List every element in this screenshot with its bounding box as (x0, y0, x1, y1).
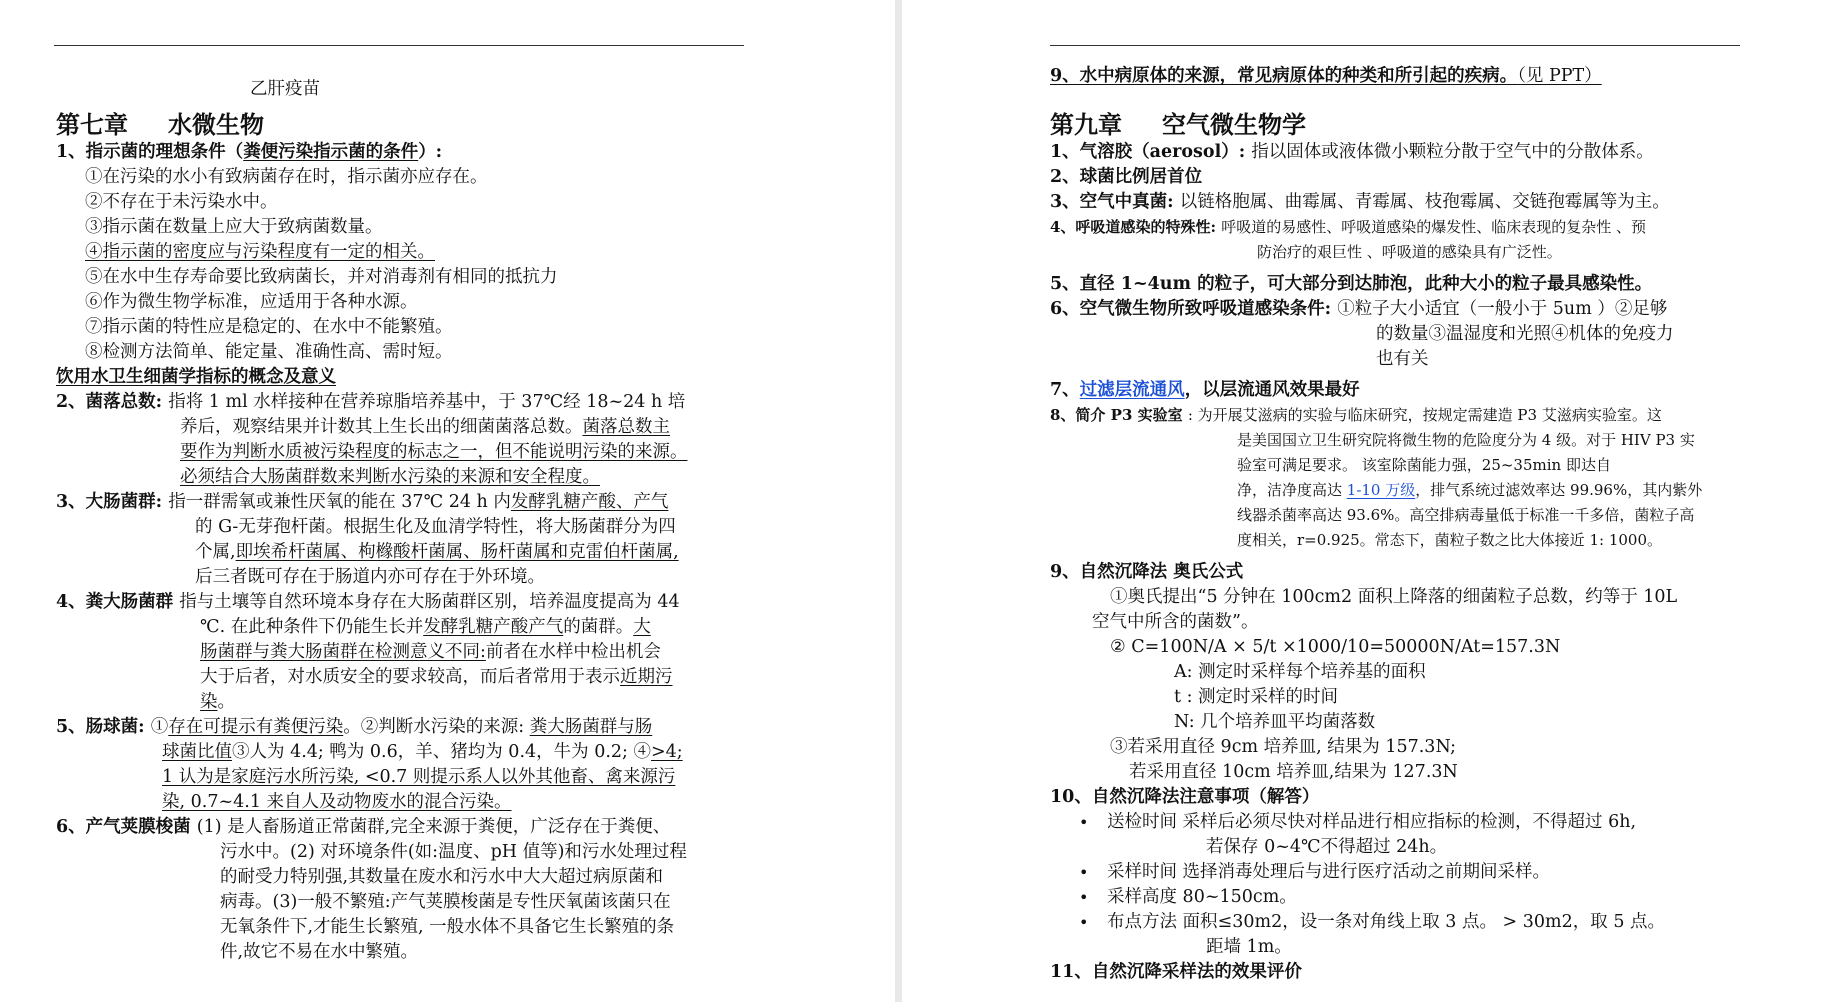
text-segment: 判断水质被污染程度的标志之一，但不能说明污染的来源。 (232, 442, 688, 462)
text-segment: 若保存 0~4℃不得超过 24h。 (1206, 837, 1448, 857)
text-line (56, 715, 652, 740)
text-line (1237, 503, 1694, 528)
text-line (1079, 910, 1666, 935)
text-segment: 6、产气荚膜梭菌 (56, 817, 197, 837)
text-line (56, 490, 668, 515)
header-rule (54, 45, 744, 46)
text-line (1050, 785, 1319, 810)
text-segment: 即埃希杆菌属、枸橼酸杆菌属、肠杆菌属和克雷伯杆菌属, (235, 542, 679, 562)
text-line (180, 465, 600, 490)
text-segment: 送检时间 采样后必须尽快对样品进行相应指标的检测，不得超过 6h, (1107, 812, 1637, 832)
text-segment: 球菌比值 (162, 742, 232, 762)
text-line (56, 365, 336, 390)
text-line (56, 140, 442, 165)
text-segment: 以链格胞属、曲霉属、青霉属、枝孢霉属、交链孢霉属等为主。 (1179, 192, 1670, 212)
text-segment: 大于后者，对水质安全的要求较高，而后者常用于表示 (200, 667, 620, 687)
bullet-icon: • (1079, 863, 1089, 882)
text-line (180, 415, 670, 440)
text-line (1110, 585, 1677, 610)
text-line (1050, 190, 1670, 215)
text-line (220, 915, 674, 940)
text-line (1050, 215, 1646, 240)
top-note: 乙肝疫苗 (250, 79, 320, 99)
text-line (85, 340, 453, 365)
text-segment: 无氧条件下,才能生长繁殖, 一般水体不具备它生长繁殖的条 (220, 917, 675, 937)
text-segment: 是美国国立卫生研究院将微生物的危险度分为 4 级。对于 HIV P3 实 (1237, 431, 1695, 449)
chapter-heading (1050, 108, 1306, 142)
text-line (1079, 810, 1637, 835)
text-segment: ②不存在于未污染水中。 (85, 192, 278, 212)
text-segment: 的 G-无芽孢杆菌。根据生化及血清学特性，将大肠菌群分为四 (195, 517, 676, 537)
bullet-icon: • (1079, 813, 1089, 832)
text-line (1237, 528, 1662, 553)
text-segment: 发酵乳糖产酸产气 (423, 617, 564, 637)
text-segment: 11、自然沉降采样法的效果评价 (1050, 962, 1302, 982)
text-line (1237, 428, 1695, 453)
text-segment: 采样时间 选择消毒处理后与进行医疗活动之前期间采样。 (1107, 862, 1551, 882)
text-segment: ⑤在水中生存寿命要比致病菌长，并对消毒剂有相同的抵抗力 (85, 267, 558, 287)
text-line (85, 315, 453, 340)
text-segment: 3、大肠菌群: (56, 492, 169, 512)
text-segment: 呼吸道的易感性、呼吸道感染的爆发性、临床表现的复杂性 、预 (1221, 218, 1646, 236)
text-segment: ℃. 在此种条件下仍能生长并 (200, 617, 424, 637)
text-segment: ⑥作为微生物学标准，应适用于各种水源。 (85, 292, 418, 312)
text-segment: 染 (200, 692, 218, 712)
text-line (162, 740, 683, 765)
text-line (85, 265, 558, 290)
text-line (1237, 453, 1611, 478)
text-line (1237, 478, 1702, 503)
text-line (220, 940, 418, 965)
text-segment: A: 测定时采样每个培养基的面积 (1174, 662, 1426, 682)
text-segment: 指将 1 ml 水样接种在营养琼脂培养基中，于 37℃经 18~24 h 培 (168, 392, 686, 412)
text-line (1050, 960, 1302, 985)
text-segment: 必须结合大肠菌群数来判断水污染的来源和安全程度。 (180, 467, 600, 487)
text-line (85, 290, 418, 315)
text-segment: 9、自然沉降法 奥氏公式 (1050, 562, 1244, 582)
text-line (1050, 64, 1602, 89)
text-segment: 肠菌群与粪大肠菌群在检测意义不同: (200, 642, 486, 662)
text-segment: 净，洁净度高达 (1237, 481, 1347, 499)
text-segment: 件,故它不易在水中繁殖。 (220, 942, 419, 962)
text-segment: 2、球菌比例居首位 (1050, 167, 1203, 187)
text-line (1174, 660, 1426, 685)
text-segment: 。 (217, 692, 235, 712)
text-segment: ⑧检测方法简单、能定量、准确性高、需时短。 (85, 342, 453, 362)
document-page-left (0, 0, 895, 1002)
text-line (1050, 403, 1662, 428)
text-segment: 距墙 1m。 (1206, 937, 1292, 957)
text-segment: ①粒子大小适宜（一般小于 5um ）②足够 (1337, 299, 1668, 319)
text-line (200, 615, 651, 640)
text-line (1050, 272, 1652, 297)
text-line (1050, 140, 1654, 165)
document-page-right (902, 0, 1821, 1002)
text-segment: 饮用水卫生细菌学指标的概念及意义 (56, 367, 336, 387)
chapter-heading (56, 108, 264, 142)
text-segment: 指一群需氧或兼性厌氧的能在 37℃ 24 h 内 (168, 492, 511, 512)
text-segment: 采样高度 80~150cm。 (1107, 887, 1297, 907)
text-segment: 个属, (195, 542, 236, 562)
text-segment: ② C=100N/A × 5/t ×1000/10=50000N/At=157.3N (1110, 637, 1561, 657)
header-rule (1050, 45, 1740, 46)
text-line (1206, 835, 1447, 860)
text-segment: ⑦指示菌的特性应是稳定的、在水中不能繁殖。 (85, 317, 453, 337)
text-line (1092, 610, 1258, 635)
text-link[interactable]: 1-10 万级 (1346, 481, 1416, 499)
text-line (195, 540, 679, 565)
text-line (1129, 760, 1458, 785)
chapter-title: 水微生物 (168, 110, 264, 139)
text-segment: 要作为 (180, 442, 233, 462)
text-segment: ③若采用直径 9cm 培养皿, 结果为 157.3N; (1110, 737, 1457, 757)
text-line (1050, 378, 1360, 403)
bullet-icon: • (1079, 913, 1089, 932)
text-segment: 的菌群。 (563, 617, 634, 637)
text-line (1257, 240, 1562, 265)
text-segment: 近期污 (620, 667, 673, 687)
text-segment: 的耐受力特别强,其数量在废水和污水中大大超过病原菌和 (220, 867, 664, 887)
text-line (200, 640, 661, 665)
text-line (56, 390, 685, 415)
text-segment: 。②判断水污染的来源: (343, 717, 530, 737)
text-link[interactable]: 过滤层流通风 (1079, 380, 1185, 400)
text-segment: 防治疗的艰巨性 、呼吸道的感染具有广泛性。 (1257, 243, 1562, 261)
text-segment: ①奥氏提出“5 分钟在 100cm2 面积上降落的细菌粒子总数，约等于 10L (1110, 587, 1678, 607)
text-line (195, 565, 545, 590)
text-segment: ，排气系统过滤效率达 99.96%，其内紫外 (1415, 481, 1703, 499)
text-segment: 指与土壤等自然环境本身存在大肠菌群区别，培养温度提高为 44 (179, 592, 680, 612)
text-segment: 若采用直径 10cm 培养皿,结果为 127.3N (1129, 762, 1458, 782)
text-line (1174, 685, 1338, 710)
text-line (85, 215, 383, 240)
text-line (1376, 322, 1674, 347)
text-segment: ）: (418, 142, 443, 162)
text-line (220, 840, 687, 865)
text-segment: ① (150, 717, 169, 737)
text-line (1079, 860, 1551, 885)
text-segment: （见 PPT） (1517, 66, 1602, 86)
text-line (162, 790, 512, 815)
text-segment: 养后，观察结果并计数其上生长出的细菌菌落总数。 (180, 417, 583, 437)
text-line (56, 815, 670, 840)
text-segment: 5、肠球菌: (56, 717, 151, 737)
text-line (220, 890, 671, 915)
text-segment: 大 (633, 617, 651, 637)
text-segment: 前者在水样中检出机会 (485, 642, 661, 662)
text-line (1110, 735, 1456, 760)
text-segment: (1) 是人畜肠道正常菌群,完全来源于粪便，广泛存在于粪便、 (196, 817, 671, 837)
text-segment: 10、自然沉降法注意事项（解答） (1050, 787, 1320, 807)
text-line (1376, 347, 1429, 372)
text-segment: 线器杀菌率高达 93.6%。高空排病毒量低于标准一千多倍，菌粒子高 (1237, 506, 1695, 524)
text-segment: 2、菌落总数: (56, 392, 169, 412)
chapter-title: 空气微生物学 (1162, 110, 1306, 139)
text-segment: 验室可满足要求。 该室除菌能力强，25~35min 即达自 (1237, 456, 1611, 474)
text-segment: ④指示菌的密度应与污染程度有一定的相关。 (85, 242, 435, 262)
text-segment: 4、粪大肠菌群 (56, 592, 180, 612)
chapter-number: 第九章 (1050, 110, 1122, 139)
text-segment: 菌落总数主 (582, 417, 670, 437)
text-segment: 染, 0.7~4.1 来自人及动物废水的混合污染。 (162, 792, 512, 812)
text-line (180, 440, 688, 465)
text-line (1206, 935, 1292, 960)
text-line (200, 690, 235, 715)
text-segment: 度相关，r=0.925。常态下，菌粒子数之比大体接近 1: 1000。 (1237, 531, 1662, 549)
text-line (56, 590, 680, 615)
text-line (1079, 885, 1297, 910)
text-line (162, 765, 675, 790)
text-segment: 污水中。(2) 对环境条件(如:温度、pH 值等)和污水处理过程 (220, 842, 687, 862)
text-line (1050, 297, 1667, 322)
text-segment: 指以固体或液体微小颗粒分散于空气中的分散体系。 (1251, 142, 1654, 162)
text-segment: 粪大肠菌群与肠 (529, 717, 653, 737)
text-line (1050, 560, 1243, 585)
text-segment: 病毒。(3)一般不繁殖:产气荚膜梭菌是专性厌氧菌该菌只在 (220, 892, 671, 912)
text-segment: 空气中所含的菌数”。 (1092, 612, 1259, 632)
text-line (220, 865, 663, 890)
text-segment: 1、指示菌的理想条件（ (56, 142, 244, 162)
text-segment: 存在可提示有粪便污染 (168, 717, 344, 737)
text-line (1174, 710, 1375, 735)
text-segment: 7、 (1050, 380, 1080, 400)
text-segment: 4、呼吸道感染的特殊性: (1050, 218, 1222, 236)
text-line (85, 190, 278, 215)
text-segment: ③指示菌在数量上应大于致病菌数量。 (85, 217, 383, 237)
text-line (200, 665, 673, 690)
text-segment: 1、气溶胶（aerosol）: (1050, 142, 1252, 162)
text-line (85, 165, 488, 190)
text-segment: : 为开展艾滋病的实验与临床研究，按规定需建造 P3 艾滋病实验室。这 (1187, 406, 1662, 424)
chapter-number: 第七章 (56, 110, 128, 139)
text-segment: >4; (651, 742, 683, 762)
text-line (195, 515, 676, 540)
bullet-icon: • (1079, 888, 1089, 907)
text-line (1110, 635, 1560, 660)
text-segment: 布点方法 面积≤30m2，设一条对角线上取 3 点。 > 30m2，取 5 点。 (1107, 912, 1666, 932)
text-segment: 8、简介 P3 实验室 (1050, 406, 1188, 424)
text-segment: ③人为 4.4; 鸭为 0.6，羊、猪均为 0.4，牛为 0.2; ④ (232, 742, 651, 762)
text-segment: 后三者既可存在于肠道内亦可存在于外环境。 (195, 567, 545, 587)
text-line (1050, 165, 1202, 190)
text-segment: 3、空气中真菌: (1050, 192, 1180, 212)
text-segment: 1 认为是家庭污水所污染, <0.7 则提示系人以外其他畜、禽来源污 (162, 767, 676, 787)
text-segment: t : 测定时采样的时间 (1174, 687, 1339, 707)
text-segment: ，以层流通风效果最好 (1184, 380, 1360, 400)
text-segment: 粪便污染指示菌的条件 (243, 142, 419, 162)
text-line (85, 240, 435, 265)
text-segment: 发酵乳糖产酸、产气 (510, 492, 669, 512)
text-segment: 6、空气微生物所致呼吸道感染条件: (1050, 299, 1338, 319)
text-segment: 9、水中病原体的来源，常见病原体的种类和所引起的疾病。 (1050, 66, 1518, 86)
text-segment: ①在污染的水小有致病菌存在时，指示菌亦应存在。 (85, 167, 488, 187)
text-segment: 的数量③温湿度和光照④机体的免疫力 (1376, 324, 1674, 344)
text-segment: N: 几个培养皿平均菌落数 (1174, 712, 1376, 732)
text-segment: 5、直径 1~4um 的粒子，可大部分到达肺泡，此种大小的粒子最具感染性。 (1050, 274, 1653, 294)
text-segment: 也有关 (1376, 349, 1429, 369)
